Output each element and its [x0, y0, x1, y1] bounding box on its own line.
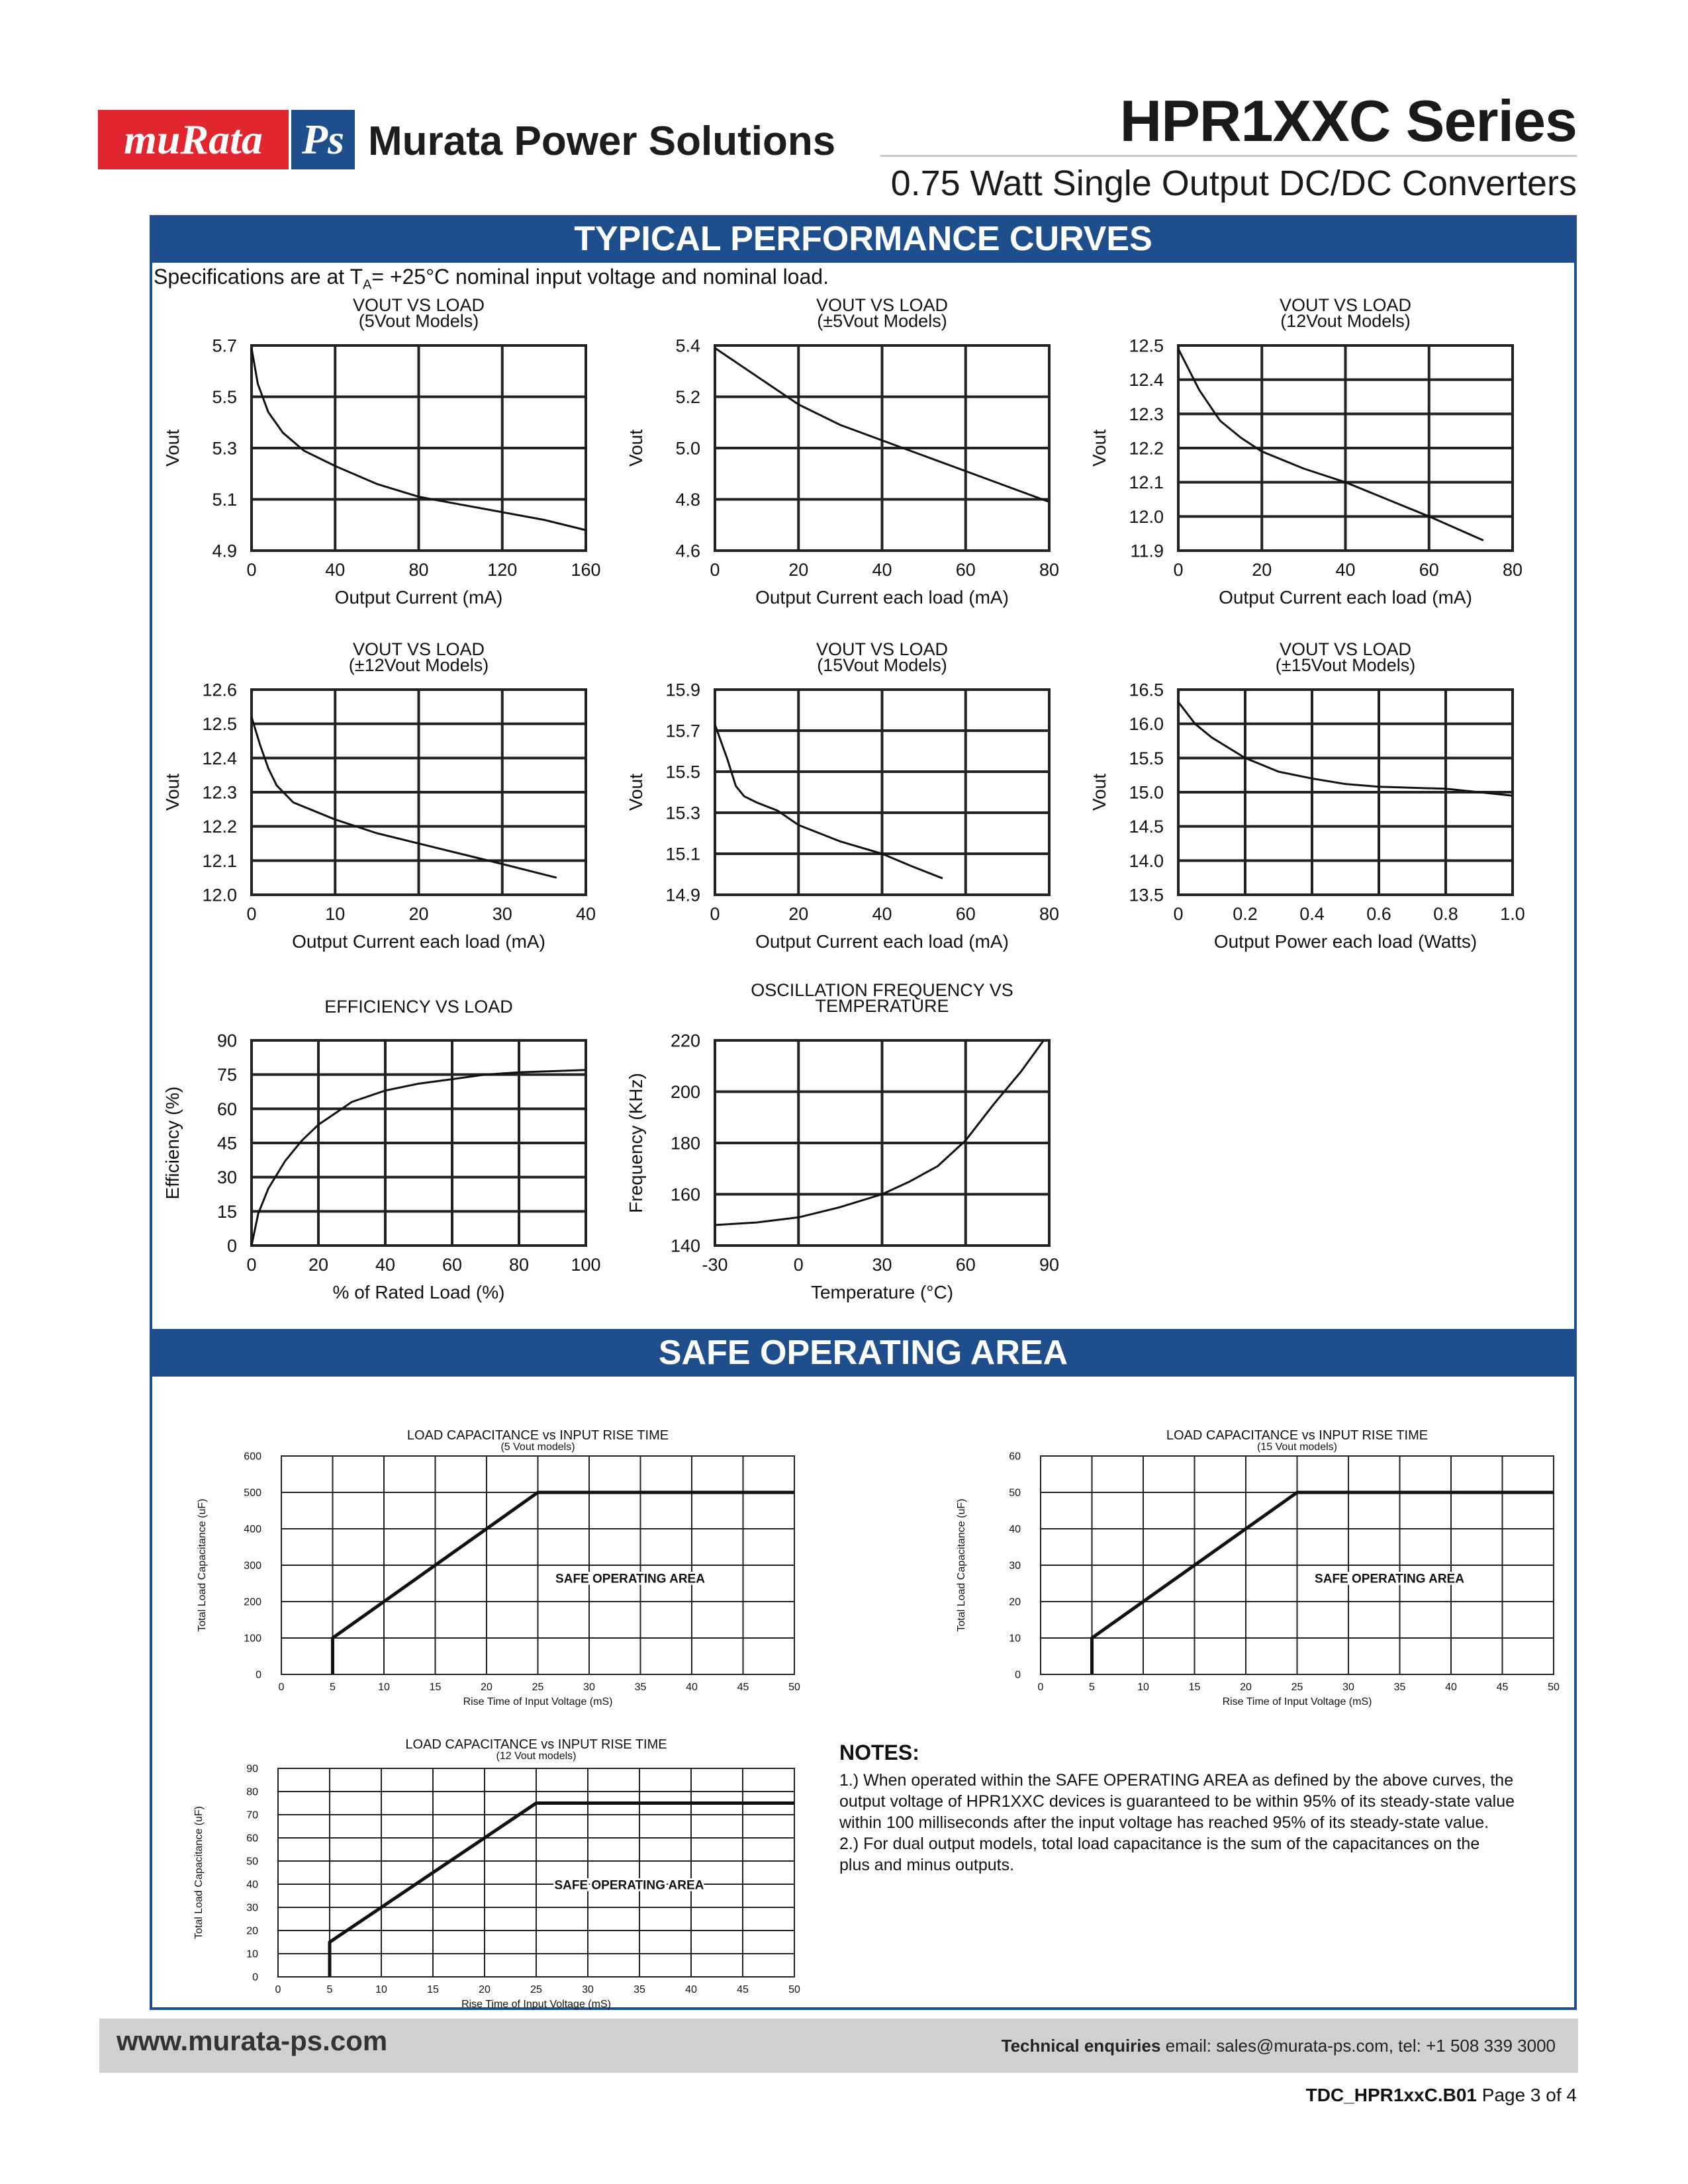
- y-tick-label: 5.7: [212, 336, 237, 356]
- y-tick-label: 200: [670, 1081, 700, 1102]
- y-tick-label: 12.2: [202, 817, 237, 837]
- y-axis-label: Total Load Capacitance (uF): [197, 1498, 208, 1632]
- chart-subtitle: (±5Vout Models): [817, 311, 947, 331]
- x-tick-label: 40: [325, 560, 346, 580]
- soa-section-title: SAFE OPERATING AREA: [150, 1329, 1577, 1377]
- y-tick-label: 4.8: [675, 489, 700, 510]
- x-tick-label: 20: [788, 904, 809, 924]
- note-line-1: 1.) When operated within the SAFE OPERATING AREA as defined by the above curves, the: [839, 1771, 1514, 1790]
- enquiries-contact: email: sales@murata-ps.com, tel: +1 508 339 3000: [1160, 2036, 1556, 2056]
- x-tick-label: 40: [872, 560, 892, 580]
- y-tick-label: 15.5: [1129, 748, 1164, 768]
- x-tick-label: 25: [1291, 1682, 1303, 1693]
- x-tick-label: 35: [1393, 1682, 1406, 1693]
- y-tick-label: 12.5: [1129, 336, 1164, 356]
- x-tick-label: 30: [1342, 1682, 1354, 1693]
- y-tick-label: 60: [1009, 1451, 1021, 1463]
- y-tick-label: 10: [246, 1948, 258, 1960]
- y-tick-label: 5.3: [212, 438, 237, 459]
- x-tick-label: 5: [1089, 1682, 1095, 1693]
- x-tick-label: 10: [325, 904, 346, 924]
- ps-logo: Ps: [291, 110, 355, 169]
- doc-reference: [1306, 2085, 1577, 2106]
- y-axis-label: Vout: [162, 773, 183, 811]
- y-tick-label: 20: [1009, 1596, 1021, 1608]
- chart-title: LOAD CAPACITANCE vs INPUT RISE TIME: [406, 1428, 669, 1443]
- spec-subscript: A: [363, 277, 372, 293]
- y-tick-label: 10: [1009, 1633, 1021, 1645]
- y-tick-label: 12.4: [202, 748, 237, 768]
- y-tick-label: 30: [246, 1902, 258, 1914]
- performance-section-title: TYPICAL PERFORMANCE CURVES: [150, 215, 1577, 263]
- x-tick-label: 0: [1173, 904, 1184, 924]
- x-tick-label: 20: [788, 560, 809, 580]
- x-tick-label: 20: [1252, 560, 1272, 580]
- y-tick-label: 12.4: [1129, 370, 1164, 390]
- chart-title: LOAD CAPACITANCE vs INPUT RISE TIME: [1166, 1428, 1429, 1443]
- y-tick-label: 100: [244, 1633, 261, 1645]
- x-tick-label: 0.8: [1433, 904, 1458, 924]
- y-axis-label: Vout: [626, 429, 646, 467]
- y-axis-label: Vout: [1089, 429, 1109, 467]
- x-tick-label: 40: [1335, 560, 1356, 580]
- chart-subtitle: (15Vout Models): [817, 655, 947, 675]
- y-tick-label: 15.1: [665, 844, 700, 864]
- y-tick-label: 12.6: [202, 680, 237, 700]
- chart-title: VOUT VS LOAD: [1279, 295, 1412, 315]
- chart-title: TEMPERATURE: [815, 996, 949, 1016]
- y-tick-label: 12.3: [1129, 404, 1164, 424]
- y-tick-label: 0: [256, 1669, 261, 1681]
- doc-id: TDC_HPR1xxC.B01: [1305, 2085, 1477, 2105]
- x-tick-label: 40: [375, 1255, 396, 1275]
- x-tick-label: 0: [710, 904, 720, 924]
- x-tick-label: 20: [479, 1984, 491, 1995]
- y-tick-label: 12.1: [202, 850, 237, 871]
- x-tick-label: 30: [582, 1984, 594, 1995]
- y-tick-label: 4.6: [675, 541, 700, 561]
- x-tick-label: 20: [308, 1255, 329, 1275]
- x-tick-label: 10: [1137, 1682, 1149, 1693]
- x-tick-label: 50: [788, 1682, 800, 1693]
- x-tick-label: 40: [1445, 1682, 1457, 1693]
- y-tick-label: 12.3: [202, 782, 237, 803]
- y-tick-label: 5.2: [675, 387, 700, 407]
- x-tick-label: 0: [793, 1255, 804, 1275]
- y-tick-label: 60: [246, 1833, 258, 1844]
- x-tick-label: 45: [737, 1682, 749, 1693]
- x-tick-label: 0: [275, 1984, 281, 1995]
- x-tick-label: 50: [788, 1984, 800, 1995]
- x-tick-label: 20: [408, 904, 429, 924]
- website-link[interactable]: www.murata-ps.com: [117, 2025, 388, 2056]
- spec-text-before: Specifications are at T: [154, 265, 363, 289]
- y-tick-label: 600: [244, 1451, 261, 1463]
- x-tick-label: 1.0: [1500, 904, 1525, 924]
- y-tick-label: 80: [246, 1786, 258, 1798]
- y-tick-label: 11.9: [1130, 541, 1164, 561]
- y-tick-label: 12.0: [1129, 506, 1164, 527]
- x-tick-label: 15: [1188, 1682, 1201, 1693]
- y-tick-label: 40: [1009, 1524, 1021, 1535]
- chart-title: VOUT VS LOAD: [352, 639, 485, 659]
- y-tick-label: 90: [216, 1030, 237, 1051]
- x-tick-label: 35: [634, 1682, 647, 1693]
- y-tick-label: 15.7: [665, 721, 700, 741]
- x-axis-label: Output Current (mA): [334, 587, 503, 608]
- data-line: [252, 1070, 586, 1246]
- chart-title: OSCILLATION FREQUENCY VS: [751, 980, 1013, 1000]
- x-tick-label: 50: [1548, 1682, 1560, 1693]
- y-axis-label: Vout: [162, 429, 183, 467]
- spec-text-after: = +25°C nominal input voltage and nominal load.: [371, 265, 829, 289]
- chart-title: LOAD CAPACITANCE vs INPUT RISE TIME: [405, 1737, 667, 1752]
- x-tick-label: 0.6: [1366, 904, 1391, 924]
- series-title: HPR1XXC Series: [1119, 88, 1577, 154]
- note-line-5: plus and minus outputs.: [839, 1856, 1015, 1874]
- x-axis-label: Temperature (°C): [810, 1282, 954, 1302]
- x-tick-label: 40: [686, 1682, 698, 1693]
- x-tick-label: 30: [583, 1682, 595, 1693]
- safe-operating-area-label: SAFE OPERATING AREA: [1315, 1572, 1464, 1586]
- x-tick-label: 0: [278, 1682, 285, 1693]
- x-tick-label: 60: [955, 1255, 976, 1275]
- x-tick-label: 100: [571, 1255, 601, 1275]
- y-tick-label: 5.1: [212, 489, 237, 510]
- y-tick-label: 400: [244, 1524, 261, 1535]
- y-tick-label: 50: [246, 1856, 258, 1868]
- x-tick-label: 0: [1037, 1682, 1044, 1693]
- x-tick-label: 10: [378, 1682, 390, 1693]
- chart-subtitle: (5Vout Models): [358, 311, 479, 331]
- x-tick-label: 80: [1039, 904, 1060, 924]
- x-tick-label: 25: [530, 1984, 542, 1995]
- y-tick-label: 200: [244, 1596, 261, 1608]
- technical-enquiries: [1002, 2036, 1556, 2056]
- x-tick-label: 60: [442, 1255, 463, 1275]
- x-tick-label: 45: [1496, 1682, 1509, 1693]
- y-tick-label: 4.9: [212, 541, 237, 561]
- data-line: [715, 1040, 1044, 1225]
- y-tick-label: 50: [1009, 1487, 1021, 1499]
- notes-title: NOTES:: [839, 1741, 919, 1764]
- x-tick-label: 20: [481, 1682, 492, 1693]
- x-tick-label: 0: [246, 904, 257, 924]
- y-tick-label: 14.0: [1129, 850, 1164, 871]
- product-subtitle: 0.75 Watt Single Output DC/DC Converters: [890, 163, 1577, 203]
- safe-operating-area-label: SAFE OPERATING AREA: [555, 1572, 705, 1586]
- y-tick-label: 0: [1015, 1669, 1021, 1681]
- x-tick-label: -30: [702, 1255, 728, 1275]
- y-tick-label: 5.0: [675, 438, 700, 459]
- x-tick-label: 40: [575, 904, 596, 924]
- y-tick-label: 70: [246, 1809, 258, 1821]
- y-tick-label: 14.5: [1129, 817, 1164, 837]
- x-tick-label: 80: [1502, 560, 1523, 580]
- x-tick-label: 45: [737, 1984, 749, 1995]
- x-tick-label: 0.2: [1233, 904, 1258, 924]
- note-line-2: output voltage of HPR1XXC devices is guaranteed to be within 95% of its steady-state value: [839, 1792, 1515, 1811]
- x-tick-label: 0: [246, 1255, 257, 1275]
- x-tick-label: 20: [1240, 1682, 1252, 1693]
- y-tick-label: 15.9: [665, 680, 700, 700]
- y-tick-label: 90: [246, 1763, 258, 1775]
- y-tick-label: 15.5: [665, 762, 700, 782]
- x-tick-label: 30: [492, 904, 512, 924]
- y-tick-label: 60: [216, 1099, 237, 1119]
- y-tick-label: 13.5: [1129, 885, 1164, 905]
- y-tick-label: 40: [246, 1879, 258, 1891]
- x-tick-label: 0: [246, 560, 257, 580]
- y-tick-label: 15.0: [1129, 782, 1164, 803]
- y-tick-label: 12.1: [1129, 473, 1164, 493]
- y-tick-label: 220: [670, 1030, 700, 1051]
- x-tick-label: 60: [955, 560, 976, 580]
- chart-title: VOUT VS LOAD: [352, 295, 485, 315]
- y-tick-label: 15: [216, 1201, 237, 1222]
- y-tick-label: 12.0: [202, 885, 237, 905]
- x-tick-label: 0: [710, 560, 720, 580]
- x-axis-label: Rise Time of Input Voltage (mS): [463, 1696, 613, 1707]
- x-axis-label: Rise Time of Input Voltage (mS): [1222, 1696, 1372, 1707]
- x-tick-label: 10: [375, 1984, 387, 1995]
- y-tick-label: 20: [246, 1925, 258, 1937]
- y-tick-label: 160: [670, 1184, 700, 1205]
- x-tick-label: 30: [872, 1255, 892, 1275]
- chart-title: VOUT VS LOAD: [816, 639, 949, 659]
- data-line: [252, 717, 557, 878]
- y-tick-label: 75: [216, 1065, 237, 1085]
- y-tick-label: 500: [244, 1487, 261, 1499]
- y-tick-label: 0: [252, 1972, 258, 1983]
- y-tick-label: 30: [1009, 1560, 1021, 1572]
- x-axis-label: Output Current each load (mA): [1219, 587, 1472, 608]
- data-line: [715, 725, 943, 879]
- x-tick-label: 0: [1173, 560, 1184, 580]
- x-tick-label: 15: [427, 1984, 439, 1995]
- x-tick-label: 35: [633, 1984, 645, 1995]
- x-axis-label: % of Rated Load (%): [332, 1282, 505, 1302]
- y-tick-label: 12.2: [1129, 438, 1164, 459]
- murata-logo: muRata: [98, 110, 289, 169]
- x-tick-label: 60: [955, 904, 976, 924]
- enquiries-label: Technical enquiries: [1001, 2036, 1161, 2056]
- x-axis-label: Output Current each load (mA): [292, 931, 545, 952]
- y-tick-label: 140: [670, 1236, 700, 1256]
- x-axis-label: Rise Time of Input Voltage (mS): [461, 1999, 611, 2010]
- x-tick-label: 80: [508, 1255, 530, 1275]
- y-axis-label: Total Load Capacitance (uF): [193, 1806, 205, 1939]
- x-tick-label: 80: [408, 560, 429, 580]
- y-tick-label: 15.3: [665, 803, 700, 823]
- chart-subtitle: (±12Vout Models): [348, 655, 489, 675]
- y-axis-label: Vout: [1089, 773, 1109, 811]
- note-line-4: 2.) For dual output models, total load capacitance is the sum of the capacitances on the: [839, 1835, 1480, 1853]
- safe-operating-area-label: SAFE OPERATING AREA: [554, 1878, 704, 1893]
- chart-title: EFFICIENCY VS LOAD: [324, 997, 513, 1017]
- y-tick-label: 5.4: [675, 336, 700, 356]
- x-tick-label: 25: [532, 1682, 544, 1693]
- chart-subtitle: (12Vout Models): [1280, 311, 1411, 331]
- page-number: Page 3 of 4: [1476, 2085, 1577, 2105]
- y-axis-label: Frequency (KHz): [626, 1073, 646, 1213]
- y-tick-label: 16.0: [1129, 714, 1164, 735]
- x-tick-label: 5: [330, 1682, 336, 1693]
- x-tick-label: 40: [872, 904, 892, 924]
- y-tick-label: 300: [244, 1560, 261, 1572]
- data-line: [1178, 702, 1513, 796]
- x-tick-label: 40: [685, 1984, 697, 1995]
- company-name: Murata Power Solutions: [368, 118, 836, 164]
- chart-subtitle: (±15Vout Models): [1275, 655, 1416, 675]
- x-tick-label: 80: [1039, 560, 1060, 580]
- y-tick-label: 0: [226, 1236, 237, 1256]
- chart-subtitle: (5 Vout models): [500, 1441, 575, 1453]
- y-tick-label: 16.5: [1129, 680, 1164, 700]
- note-line-3: within 100 milliseconds after the input voltage has reached 95% of its steady-state value.: [839, 1813, 1489, 1832]
- x-tick-label: 60: [1419, 560, 1439, 580]
- x-tick-label: 120: [487, 560, 518, 580]
- y-tick-label: 5.5: [212, 387, 237, 407]
- y-tick-label: 30: [216, 1167, 237, 1188]
- x-axis-label: Output Current each load (mA): [755, 587, 1009, 608]
- chart-subtitle: (15 Vout models): [1257, 1441, 1337, 1453]
- x-tick-label: 160: [571, 560, 601, 580]
- y-tick-label: 45: [216, 1133, 237, 1154]
- data-line: [1178, 349, 1483, 540]
- x-axis-label: Output Current each load (mA): [755, 931, 1009, 952]
- y-tick-label: 14.9: [665, 885, 700, 905]
- y-axis-label: Efficiency (%): [162, 1086, 183, 1200]
- x-axis-label: Output Power each load (Watts): [1213, 931, 1477, 952]
- y-tick-label: 12.5: [202, 714, 237, 735]
- chart-subtitle: (12 Vout models): [496, 1751, 577, 1762]
- y-axis-label: Vout: [626, 773, 646, 811]
- x-tick-label: 0.4: [1299, 904, 1325, 924]
- x-tick-label: 90: [1039, 1255, 1060, 1275]
- y-tick-label: 180: [670, 1133, 700, 1154]
- x-tick-label: 5: [326, 1984, 333, 1995]
- chart-title: VOUT VS LOAD: [816, 295, 949, 315]
- chart-title: VOUT VS LOAD: [1279, 639, 1412, 659]
- x-tick-label: 15: [429, 1682, 442, 1693]
- y-axis-label: Total Load Capacitance (uF): [956, 1498, 967, 1632]
